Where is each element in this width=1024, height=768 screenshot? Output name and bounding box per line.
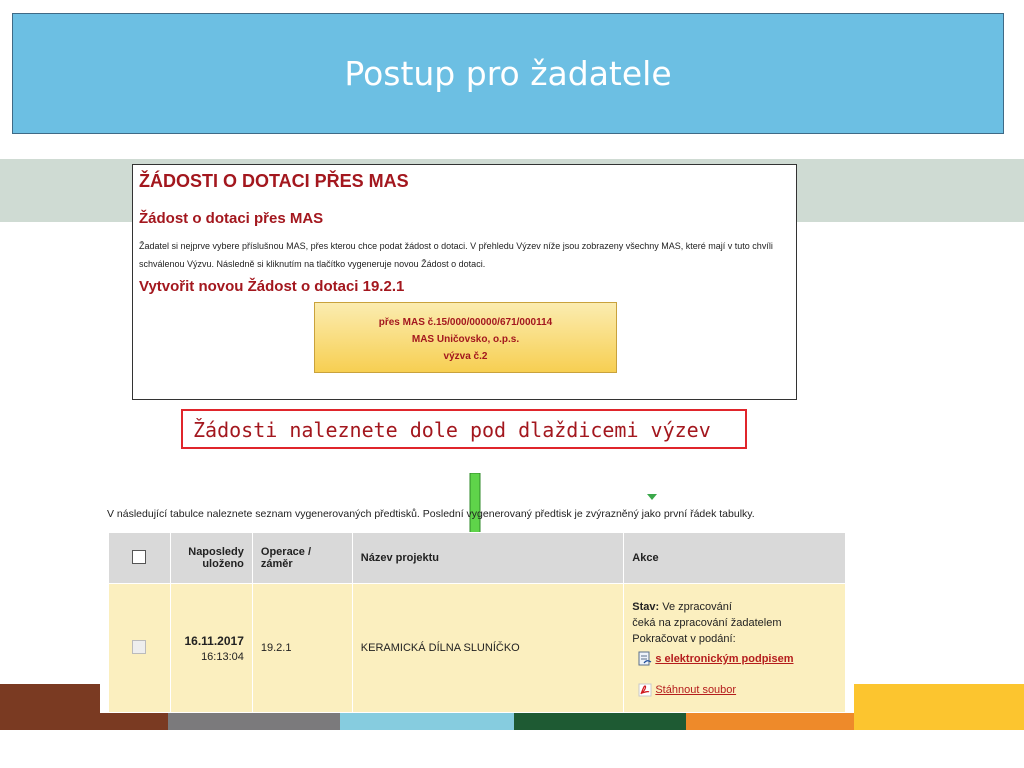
continue-label: Pokračovat v podání: xyxy=(632,633,736,645)
row-last-saved xyxy=(170,584,252,713)
sign-link-row[interactable] xyxy=(638,651,837,669)
col-operation-line1: Operace / xyxy=(260,546,312,558)
row-time: 16:13:04 xyxy=(201,650,244,663)
title-banner xyxy=(12,13,1004,134)
signed-document-icon xyxy=(638,651,652,667)
row-actions xyxy=(624,584,846,713)
footer-bar-brown-2 xyxy=(100,713,168,730)
mas-screenshot-panel xyxy=(132,164,797,400)
footer-bar-cyan xyxy=(340,713,514,730)
row-project-name: KERAMICKÁ DÍLNA SLUNÍČKO xyxy=(352,584,624,713)
status-block xyxy=(632,599,837,615)
row-date: 16.11.2017 xyxy=(184,633,244,648)
status-detail: čeká na zpracování žadatelem xyxy=(632,617,782,629)
status-value: Ve zpracování xyxy=(662,601,732,613)
tile-line-call: výzva č.2 xyxy=(443,351,488,362)
mas-subheading: Žádost o dotaci přes MAS xyxy=(139,210,324,227)
slide-title: Postup pro žadatele xyxy=(344,54,672,93)
tile-line-mas-number: přes MAS č.15/000/00000/671/000114 xyxy=(378,317,553,328)
col-operation[interactable] xyxy=(252,533,352,584)
requests-table xyxy=(108,532,846,713)
table-header-row xyxy=(109,533,846,584)
col-actions: Akce xyxy=(624,533,846,584)
row-operation: 19.2.1 xyxy=(252,584,352,713)
download-link-row[interactable] xyxy=(638,683,837,697)
select-all-cell xyxy=(109,533,171,584)
sign-electronic-link[interactable]: s elektronickým podpisem xyxy=(655,652,794,665)
footer-bar-yellow xyxy=(854,684,1024,730)
row-select-cell xyxy=(109,584,171,713)
col-last-saved-line2: uloženo xyxy=(202,558,244,570)
pdf-icon xyxy=(638,683,652,697)
call-tile-button[interactable] xyxy=(314,302,617,373)
col-last-saved[interactable] xyxy=(170,533,252,584)
mas-heading: ŽÁDOSTI O DOTACI PŘES MAS xyxy=(139,171,409,191)
footer-bar-darkgreen xyxy=(514,713,686,730)
small-triangle-icon xyxy=(647,494,657,500)
table-row xyxy=(109,584,846,713)
row-checkbox[interactable] xyxy=(132,640,146,654)
callout-text: Žádosti naleznete dole pod dlaždicemi výzev xyxy=(193,418,711,442)
tile-line-mas-name: MAS Uničovsko, o.p.s. xyxy=(411,334,520,345)
status-label: Stav: xyxy=(632,601,660,613)
callout-box xyxy=(181,409,747,449)
table-info-text: V následující tabulce naleznete seznam vygenerovaných předtisků. Poslední vygenerovaný předtisk je zvýrazněný jako první řádek tabulky. xyxy=(107,508,755,520)
download-file-link[interactable]: Stáhnout soubor xyxy=(655,683,737,696)
select-all-checkbox[interactable] xyxy=(132,550,146,564)
footer-bar-orange xyxy=(686,713,854,730)
col-project-name[interactable]: Název projektu xyxy=(352,533,624,584)
col-operation-line2: záměr xyxy=(260,558,293,570)
mas-paragraph: Žadatel si nejprve vybere příslušnou MAS, přes kterou chce podat žádost o dotaci. V přehledu Výzev níže jsou zobrazeny všechny MAS, které mají v tuto chvíli schválenou Výzvu. Následně si kliknutím na tlačítko vygeneruje novou Žádost o dotaci. xyxy=(139,241,773,269)
footer-bar-grey xyxy=(168,713,340,730)
col-last-saved-line1: Naposledy xyxy=(188,546,244,558)
create-request-heading: Vytvořit novou Žádost o dotaci 19.2.1 xyxy=(139,278,405,295)
footer-bar-brown xyxy=(0,684,100,730)
